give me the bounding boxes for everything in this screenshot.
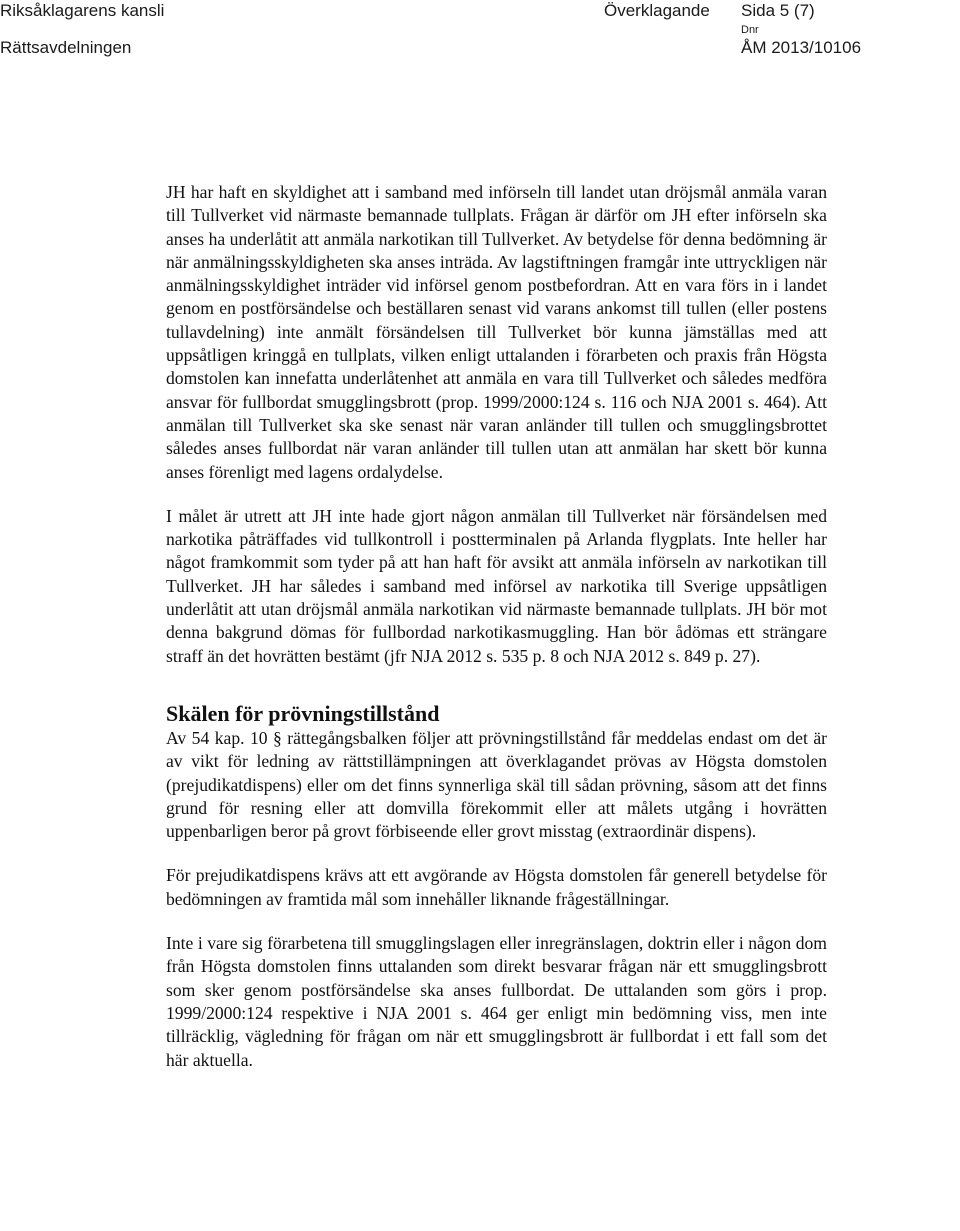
header-document-type: Överklagande [604,1,710,20]
paragraph-4: För prejudikatdispens krävs att ett avgörande av Högsta domstolen får generell betydelse för bedömningen av framtida mål som innehåller liknande frågeställningar. [166,865,827,909]
header-dnr: ÅM 2013/10106 [741,38,862,57]
header-page-number: Sida 5 (7) [741,1,815,20]
page-header [0,0,960,70]
paragraph-5: Inte i vare sig förarbetena till smugglingslagen eller inregränslagen, doktrin eller i någon dom från Högsta domstolen finns uttalanden som direkt besvarar frågan när ett smugglingsbrott som sker genom postförsändelse ska anses fullbordat. De uttalanden som görs i prop. 1999/2000:124 respektive i NJA 2001 s. 464 ger enligt min bedömning viss, men inte tillräcklig, vägledning för frågan om när ett smugglingsbrott är fullbordat i ett fall som det här aktuella. [166,933,827,1070]
paragraph-1: JH har haft en skyldighet att i samband med införseln till landet utan dröjsmål anmäla varan till Tullverket vid närmaste bemannade tullplats. Frågan är därför om JH efter införseln ska anses ha underlåtit att anmäla narkotikan till Tullverket. Av betydelse för denna bedömning är när anmälningsskyldigheten ska anses inträda. Av lagstiftningen framgår inte uttryckligen när anmälningsskyldighet inträder vid införsel genom postbefordran. Att en vara förs in i landet genom en postförsändelse och beställaren senast vid varans ankomst till tullen (eller postens tullavdelning) inte anmält försändelsen till Tullverket bör kunna jämställas med att uppsåtligen kringgå en tullplats, vilken enligt uttalanden i förarbeten och praxis från Högsta domstolen kan innefatta underlåtenhet att anmäla en vara till Tullverket och således medföra ansvar för fullbordat smugglingsbrott (prop. 1999/2000:124 s. 116 och NJA 2001 s. 464). Att anmälan till Tullverket ska ske senast när varan anländer till tullen och smugglingsbrottet således anses fullbordat när varan anländer till tullen utan att anmälan har skett bör kunna anses förenligt med lagens ordalydelse. [166,182,827,482]
document-body [166,181,827,1072]
paragraph-2: I målet är utrett att JH inte hade gjort någon anmälan till Tullverket när försändelsen med narkotika påträffades vid tullkontroll i postterminalen på Arlanda flygplats. Inte heller har något framkommit som tyder på att han haft för avsikt att anmäla införseln av narkotikan till Tullverket. JH har således i samband med införsel av narkotika till Sverige uppsåtligen underlåtit att utan dröjsmål anmäla narkotikan vid närmaste bemannade tullplats. JH bör mot denna bakgrund dömas för fullbordad narkotikasmuggling. Han bör ådömas ett strängare straff än det hovrätten bestämt (jfr NJA 2012 s. 535 p. 8 och NJA 2012 s. 849 p. 27). [166,505,827,666]
header-dnr-label: Dnr [741,24,759,36]
header-department: Rättsavdelningen [0,38,132,57]
paragraph-3: Av 54 kap. 10 § rättegångsbalken följer att prövningstillstånd får meddelas endast om det är av vikt för ledning av rättstillämpningen att överklagandet prövas av Högsta domstolen (prejudikatdispens) eller om det finns synnerliga skäl till sådan prövning, såsom att det finns grund för resning eller att domvilla förekommit eller att målets utgång i hovrätten uppenbarligen beror på grovt förbiseende eller grovt misstag (extraordinär dispens). [166,727,827,842]
section-heading: Skälen för prövningstillstånd [166,700,440,726]
header-organization: Riksåklagarens kansli [0,1,165,20]
